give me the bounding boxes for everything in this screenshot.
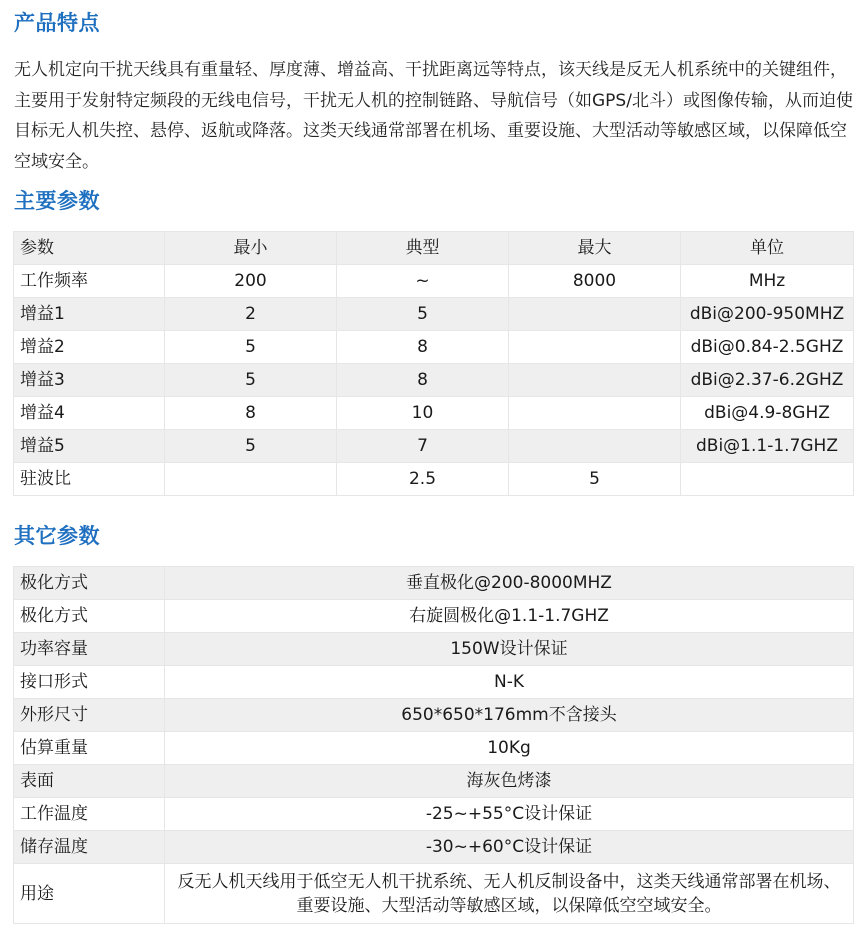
- param-name-cell: 接口形式: [14, 666, 165, 699]
- typical-cell: 8: [337, 364, 509, 397]
- max-cell: 8000: [509, 265, 681, 298]
- param-value-cell: 垂直极化@200-8000MHZ: [165, 567, 854, 600]
- max-cell: [509, 430, 681, 463]
- table-row: [14, 666, 854, 699]
- table-row: [14, 298, 854, 331]
- features-heading: 产品特点: [14, 11, 100, 35]
- param-name-cell: 极化方式: [14, 567, 165, 600]
- min-cell: [165, 463, 337, 496]
- param-name-cell: 外形尺寸: [14, 699, 165, 732]
- unit-cell: dBi@1.1-1.7GHZ: [681, 430, 854, 463]
- unit-cell: dBi@200-950MHZ: [681, 298, 854, 331]
- table-row: [14, 567, 854, 600]
- param-value-cell: 海灰色烤漆: [165, 765, 854, 798]
- main-params-table: [13, 231, 854, 496]
- min-cell: 5: [165, 430, 337, 463]
- param-name-cell: 极化方式: [14, 600, 165, 633]
- max-cell: [509, 397, 681, 430]
- table-row: [14, 600, 854, 633]
- min-cell: 8: [165, 397, 337, 430]
- typical-cell: 10: [337, 397, 509, 430]
- table-row: [14, 732, 854, 765]
- param-value-cell: 150W设计保证: [165, 633, 854, 666]
- table-row: [14, 331, 854, 364]
- param-value-cell: -30~+60°C设计保证: [165, 831, 854, 864]
- other-params-heading: 其它参数: [14, 524, 100, 548]
- table-row: [14, 699, 854, 732]
- param-name-cell: 储存温度: [14, 831, 165, 864]
- param-name-cell: 估算重量: [14, 732, 165, 765]
- header-cell: 典型: [337, 232, 509, 265]
- table-row: [14, 265, 854, 298]
- main-params-header-row: [14, 232, 854, 265]
- param-name-cell: 增益4: [14, 397, 165, 430]
- param-value-cell: N-K: [165, 666, 854, 699]
- param-name-cell: 工作温度: [14, 798, 165, 831]
- max-cell: [509, 331, 681, 364]
- param-name-cell: 增益1: [14, 298, 165, 331]
- unit-cell: MHz: [681, 265, 854, 298]
- table-row: [14, 463, 854, 496]
- max-cell: 5: [509, 463, 681, 496]
- param-name-cell: 表面: [14, 765, 165, 798]
- table-row: [14, 765, 854, 798]
- param-name-cell: 驻波比: [14, 463, 165, 496]
- main-params-heading: 主要参数: [14, 189, 100, 213]
- param-name-cell: 增益5: [14, 430, 165, 463]
- min-cell: 5: [165, 364, 337, 397]
- param-value-cell: 650*650*176mm不含接头: [165, 699, 854, 732]
- header-cell: 参数: [14, 232, 165, 265]
- header-cell: 单位: [681, 232, 854, 265]
- param-name-cell: 工作频率: [14, 265, 165, 298]
- table-row: [14, 798, 854, 831]
- unit-cell: [681, 463, 854, 496]
- min-cell: 5: [165, 331, 337, 364]
- other-params-table: [13, 566, 854, 924]
- header-cell: 最大: [509, 232, 681, 265]
- table-row: [14, 397, 854, 430]
- typical-cell: 7: [337, 430, 509, 463]
- table-row: [14, 364, 854, 397]
- min-cell: 200: [165, 265, 337, 298]
- param-value-cell: 右旋圆极化@1.1-1.7GHZ: [165, 600, 854, 633]
- param-name-cell: 用途: [14, 864, 165, 924]
- typical-cell: ~: [337, 265, 509, 298]
- param-value-cell: 10Kg: [165, 732, 854, 765]
- table-row: [14, 430, 854, 463]
- min-cell: 2: [165, 298, 337, 331]
- param-name-cell: 功率容量: [14, 633, 165, 666]
- unit-cell: dBi@2.37-6.2GHZ: [681, 364, 854, 397]
- param-value-cell: -25~+55°C设计保证: [165, 798, 854, 831]
- typical-cell: 5: [337, 298, 509, 331]
- table-row: [14, 864, 854, 924]
- typical-cell: 8: [337, 331, 509, 364]
- param-name-cell: 增益2: [14, 331, 165, 364]
- param-name-cell: 增益3: [14, 364, 165, 397]
- max-cell: [509, 298, 681, 331]
- header-cell: 最小: [165, 232, 337, 265]
- unit-cell: dBi@4.9-8GHZ: [681, 397, 854, 430]
- max-cell: [509, 364, 681, 397]
- unit-cell: dBi@0.84-2.5GHZ: [681, 331, 854, 364]
- table-row: [14, 831, 854, 864]
- typical-cell: 2.5: [337, 463, 509, 496]
- table-row: [14, 633, 854, 666]
- param-value-cell: 反无人机天线用于低空无人机干扰系统、无人机反制设备中，这类天线通常部署在机场、重要设施、大型活动等敏感区域，以保障低空空域安全。: [165, 864, 854, 924]
- features-description: 无人机定向干扰天线具有重量轻、厚度薄、增益高、干扰距离远等特点，该天线是反无人机系统中的关键组件，主要用于发射特定频段的无线电信号，干扰无人机的控制链路、导航信号（如GPS/北斗）或图像传输，从而迫使目标无人机失控、悬停、返航或降落。这类天线通常部署在机场、重要设施、大型活动等敏感区域，以保障低空空域安全。: [14, 60, 853, 172]
